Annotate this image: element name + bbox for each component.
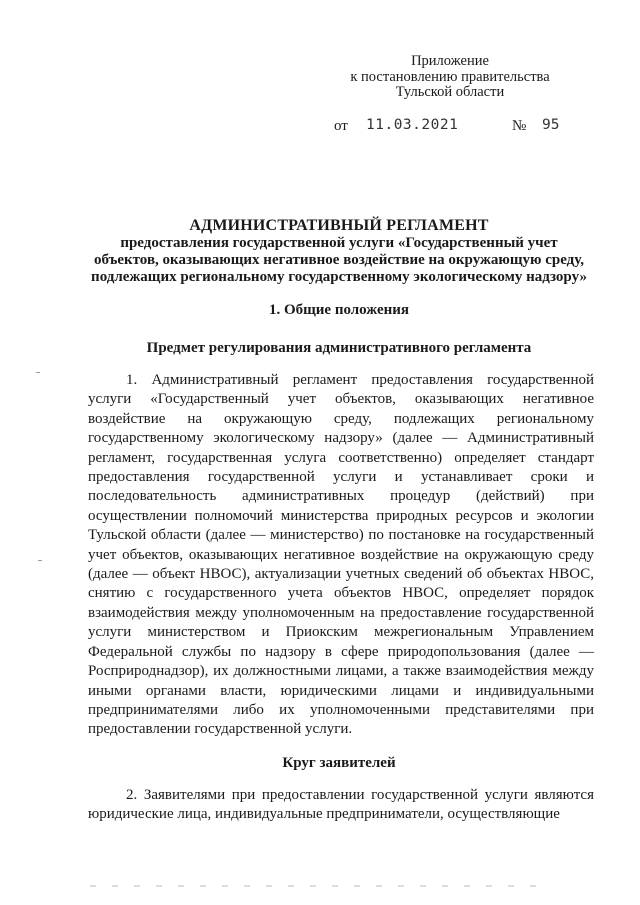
appendix-line-3: Тульской области [395, 84, 505, 100]
subsection-heading-subject: Предмет регулирования административного регламента [146, 340, 532, 356]
appendix-line-1: Приложение [411, 53, 489, 69]
scan-artifact [90, 885, 550, 887]
paragraph-2: 2. Заявителями при предоставлении государственной услуги являются юридические лица, индивидуальные предприниматели, осуществляющие [88, 787, 594, 823]
paragraph-1: 1. Административный регламент предоставления государственной услуги «Государственный учет объектов, оказывающих негативное воздействие на окружающую среду, подлежащих региональному государственному экологическому надзору» (далее — Административный регламент, государственная услуга соответственно) определяет стандарт предоставления государственной услуги и устанавливает сроки и последовательность административных процедур (действий) при осуществлении полномочий министерства природных ресурсов и экологии Тульской области (далее — министерство) по постановке на государственный учет объектов, оказывающих негативное воздействие на окружающую среду (далее — объект НВОС), актуализации учетных сведений об объектах НВОС, снятию с государственного учета объектов НВОС, определяет порядок взаимодействия между уполномоченным на предоставление государственной услуги министерством и Приокским межрегиональным Управлением Федеральной службы по надзору в сфере природопользования (далее — Росприроднадзор), их должностными лицами, а также взаимодействия между иными органами власти, юридическими лицами и индивидуальными предпринимателями либо их уполномоченными представителями при предоставлении государственной услуги. [88, 372, 594, 738]
title-sub-line-2: объектов, оказывающих негативное воздействие на окружающую среду, [93, 252, 585, 268]
subsection-heading-applicants: Круг заявителей [282, 755, 396, 771]
title-main: АДМИНИСТРАТИВНЫЙ РЕГЛАМЕНТ [189, 217, 489, 234]
scan-mark [36, 372, 40, 373]
title-sub-line-1: предоставления государственной услуги «Государственный учет [120, 235, 558, 251]
document-title [60, 217, 618, 286]
title-sub-line-3: подлежащих региональному государственному экологическому надзору» [91, 269, 587, 285]
registration-line [334, 117, 594, 137]
appendix-line-2: к постановлению правительства [350, 68, 550, 85]
section-heading-general: 1. Общие положения [268, 302, 410, 318]
number-sign: № [512, 118, 527, 134]
scan-mark [38, 560, 42, 561]
date-prefix: от [334, 118, 348, 134]
appendix-header [330, 54, 570, 101]
registration-date: 11.03.2021 [366, 117, 459, 133]
registration-number: 95 [542, 117, 560, 133]
